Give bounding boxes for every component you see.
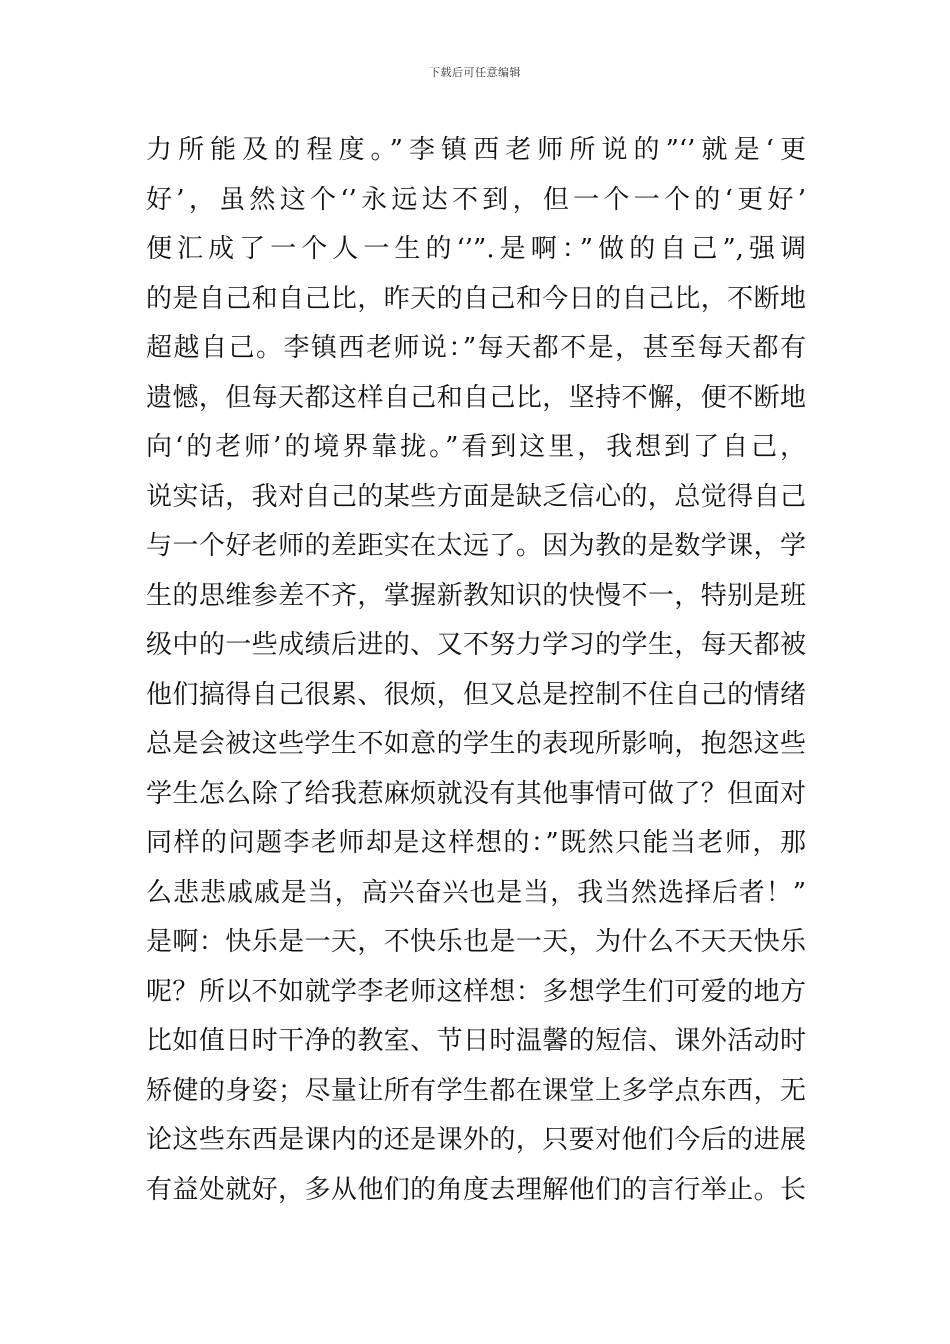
paragraph-line: 说实话，我对自己的某些方面是缺乏信心的，总觉得自己 bbox=[146, 481, 806, 512]
paragraph-line: 呢？所以不如就学李老师这样想：多想学生们可爱的地方 bbox=[146, 976, 806, 1007]
paragraph-line: 级中的一些成绩后进的、又不努力学习的学生，每天都被 bbox=[146, 630, 806, 660]
paragraph-line: 是啊：快乐是一天，不快乐也是一天，为什么不天天快乐 bbox=[146, 927, 806, 957]
paragraph-line: 同样的问题李老师却是这样想的：”既然只能当老师，那 bbox=[146, 828, 806, 858]
paragraph-line: 学生怎么除了给我惹麻烦就没有其他事情可做了？但面对 bbox=[146, 778, 806, 809]
paragraph-line: 生的思维参差不齐，掌握新教知识的快慢不一，特别是班 bbox=[146, 580, 806, 611]
body-text bbox=[146, 126, 806, 1215]
paragraph-line: 便汇成了一个人一生的‘’”.是啊：”做的自己”,强调 bbox=[146, 234, 806, 264]
page-header: 下载后可任意编辑 bbox=[429, 66, 521, 79]
paragraph-line: 论这些东西是课内的还是课外的，只要对他们今后的进展 bbox=[146, 1125, 806, 1155]
paragraph-line: 他们搞得自己很累、很烦，但又总是控制不住自己的情绪 bbox=[146, 679, 806, 710]
paragraph-line: 比如值日时干净的教室、节日时温馨的短信、课外活动时 bbox=[146, 1026, 806, 1056]
paragraph-line: 超越自己。李镇西老师说：”每天都不是，甚至每天都有 bbox=[146, 333, 806, 363]
paragraph-line: 遗憾，但每天都这样自己和自己比，坚持不懈，便不断地 bbox=[146, 382, 806, 413]
paragraph-line: 力所能及的程度。”李镇西老师所说的”‘’就是‘更 bbox=[146, 135, 806, 165]
paragraph-line: 向‘的老师’的境界靠拢。”看到这里，我想到了自己， bbox=[146, 432, 806, 462]
paragraph-line: 的是自己和自己比，昨天的自己和今日的自己比，不断地 bbox=[146, 283, 806, 314]
paragraph-line: 矫健的身姿；尽量让所有学生都在课堂上多学点东西，无 bbox=[146, 1075, 806, 1106]
paragraph-line: 好’，虽然这个‘’永远达不到，但一个一个的‘更好’ bbox=[146, 184, 806, 215]
paragraph-line: 与一个好老师的差距实在太远了。因为教的是数学课，学 bbox=[146, 531, 806, 561]
paragraph-line: 有益处就好，多从他们的角度去理解他们的言行举止。长 bbox=[146, 1174, 806, 1205]
paragraph-line: 么悲悲戚戚是当，高兴奋兴也是当，我当然选择后者！” bbox=[146, 877, 806, 908]
paragraph-line: 总是会被这些学生不如意的学生的表现所影响，抱怨这些 bbox=[146, 729, 806, 759]
